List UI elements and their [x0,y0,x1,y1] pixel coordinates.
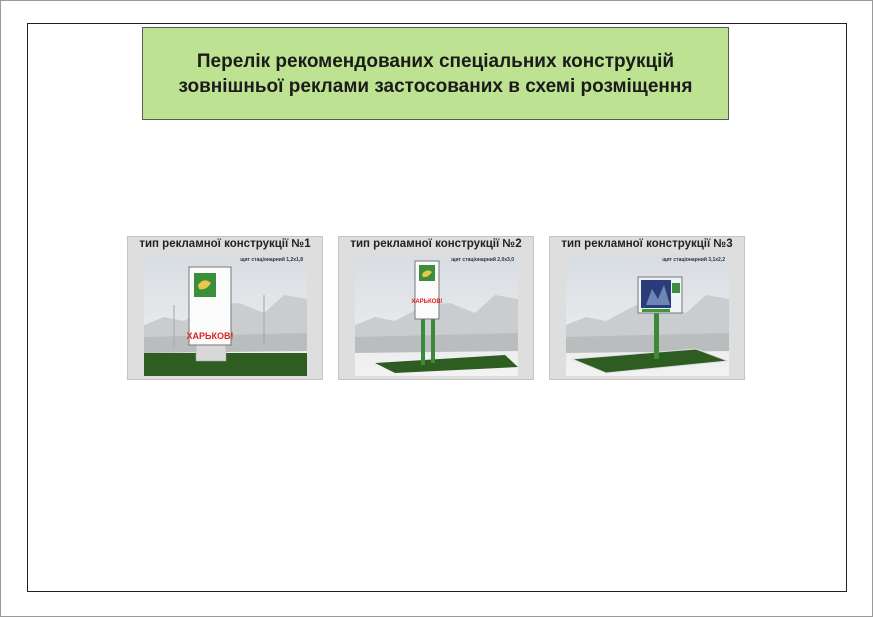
sign-brand-text: ХАРЬКОВ! [186,331,234,341]
construction-card-1 [127,236,323,380]
construction-card-3 [549,236,745,380]
construction-photo-2 [355,255,518,376]
card-caption: щит стаціонарний 3,1х2,2 [662,257,725,263]
construction-card-2 [338,236,534,380]
card-title: тип рекламної конструкції №1 [139,238,311,250]
title-line-1: Перелік рекомендованих спеціальних конструкцій [196,50,675,72]
card-caption: щит стаціонарний 1,2х1,8 [240,257,303,263]
title-box [142,27,729,120]
card-caption: щит стаціонарний 2,0х3,0 [451,257,514,263]
card-title: тип рекламної конструкції №2 [350,238,522,250]
card-title: тип рекламної конструкції №3 [561,238,733,250]
construction-photo-3 [566,255,729,376]
sign-brand-text: ХАРЬКОВ! [411,299,443,305]
title-line-2: зовнішньої реклами застосованих в схемі розміщення [178,75,693,97]
construction-photo-1 [144,255,307,376]
